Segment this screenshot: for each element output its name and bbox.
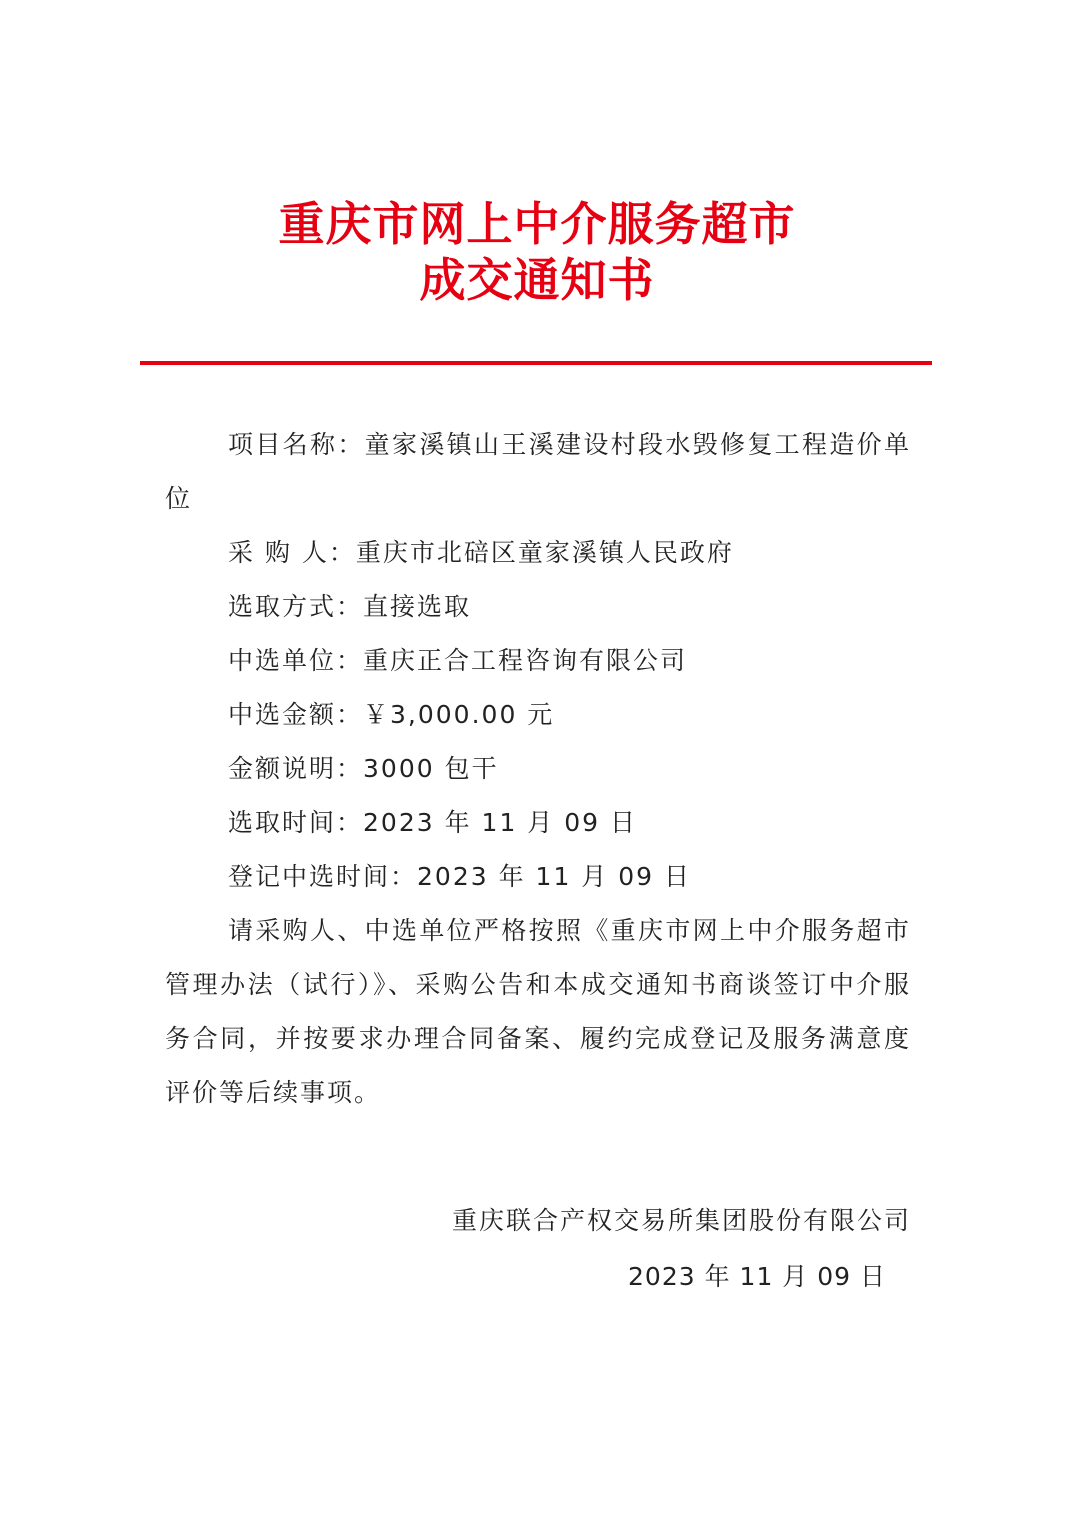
document-title-line2: 成交通知书 — [419, 253, 655, 307]
document-title-line1: 重庆市网上中介服务超市 — [278, 197, 796, 251]
selected-unit-value: 重庆正合工程咨询有限公司 — [363, 646, 688, 675]
selected-unit-label: 中选单位： — [228, 646, 364, 675]
selection-time-value: 2023 年 11 月 09 日 — [363, 808, 637, 837]
purchaser-value: 重庆市北碚区童家溪镇人民政府 — [355, 538, 734, 567]
selection-method-line — [228, 580, 918, 634]
selected-amount-label: 中选金额： — [228, 700, 364, 729]
purchaser-line — [228, 526, 918, 580]
issue-date: 2023 年 11 月 09 日 — [628, 1262, 886, 1291]
issuer-company: 重庆联合产权交易所集团股份有限公司 — [451, 1206, 911, 1235]
selected-amount-value: ￥3,000.00 元 — [363, 700, 555, 729]
project-name-paragraph — [165, 418, 911, 526]
selection-time-label: 选取时间： — [228, 808, 364, 837]
selected-amount-line — [228, 688, 918, 742]
red-divider — [140, 361, 932, 365]
selection-method-label: 选取方式： — [228, 592, 364, 621]
registration-time-label: 登记中选时间： — [228, 862, 418, 891]
selection-time-line — [228, 796, 918, 850]
selection-method-value: 直接选取 — [363, 592, 472, 621]
registration-time-value: 2023 年 11 月 09 日 — [417, 862, 691, 891]
purchaser-label: 采 购 人： — [228, 538, 356, 567]
amount-note-value: 3000 包干 — [363, 754, 499, 783]
amount-note-label: 金额说明： — [228, 754, 364, 783]
selected-unit-line — [228, 634, 918, 688]
amount-note-line — [228, 742, 918, 796]
project-name-label: 项目名称： — [228, 430, 365, 459]
project-name-value: 童家溪镇山王溪建设村段水毁修复工程造价单位 — [165, 430, 911, 513]
registration-time-line — [228, 850, 918, 904]
notice-paragraph: 请采购人、中选单位严格按照《重庆市网上中介服务超市管理办法（试行）》、采购公告和本成交通知书商谈签订中介服务合同，并按要求办理合同备案、履约完成登记及服务满意度评价等后续事项。 — [165, 916, 911, 1107]
